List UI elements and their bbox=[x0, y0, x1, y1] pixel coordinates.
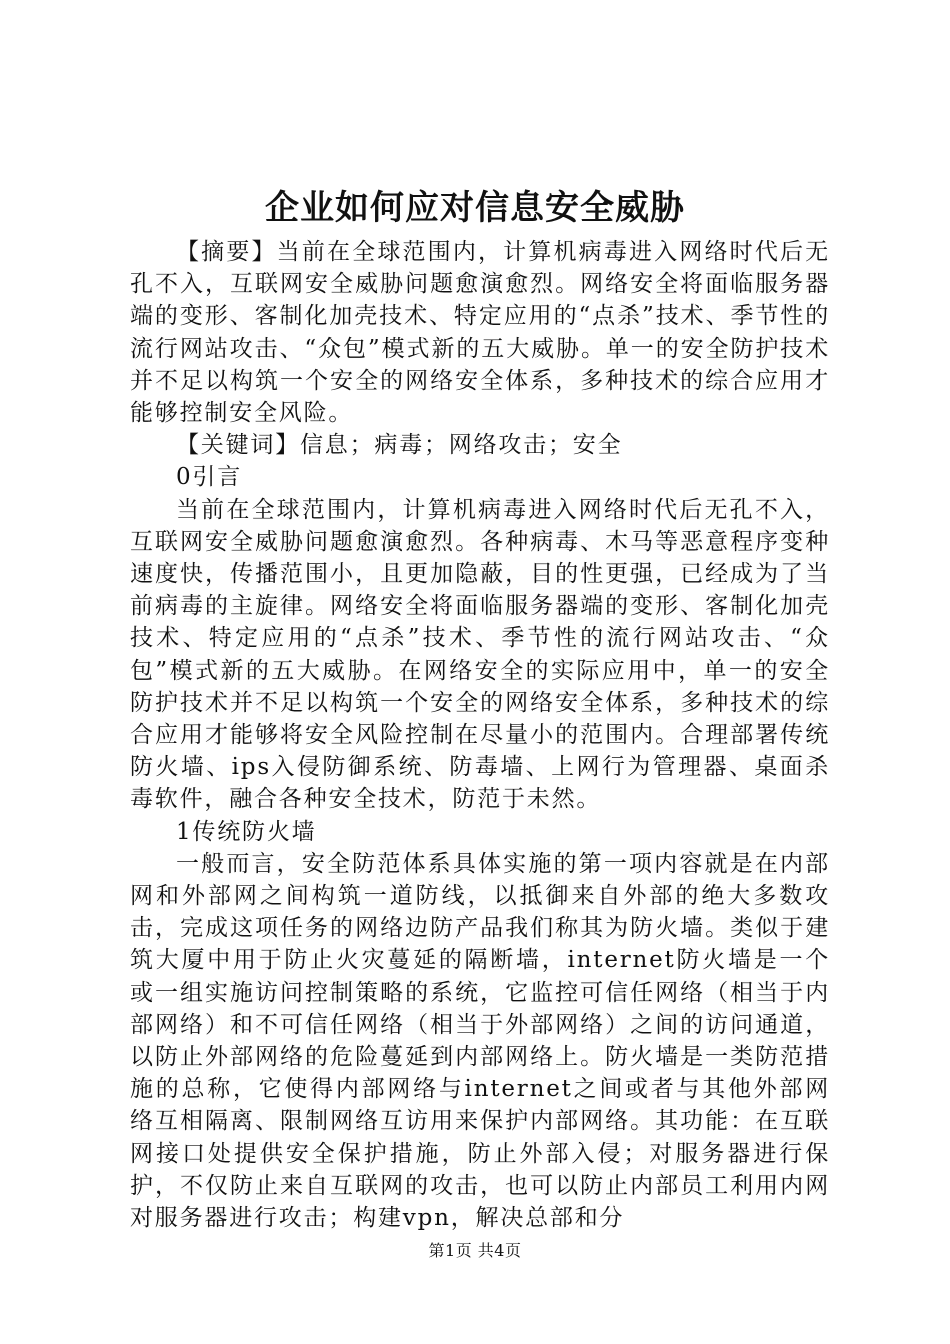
section-paragraph-introduction: 当前在全球范围内，计算机病毒进入网络时代后无孔不入，互联网安全威胁问题愈演愈烈。各种病毒、木马等恶意程序变种速度快，传播范围小，且更加隐蔽，目的性更强，已经成为了当前病毒的主旋律。网络安全将面临服务器端的变形、客制化加壳技术、特定应用的“点杀”技术、季节性的流行网站攻击、“众包”模式新的五大威胁。在网络安全的实际应用中，单一的安全防护技术并不足以构筑一个安全的网络安全体系，多种技术的综合应用才能够将安全风险控制在尽量小的范围内。合理部署传统防火墙、ips入侵防御系统、防毒墙、上网行为管理器、桌面杀毒软件，融合各种安全技术，防范于未然。 bbox=[130, 496, 830, 813]
document-title: 企业如何应对信息安全威胁 bbox=[265, 188, 685, 228]
section-heading-firewall: 1传统防火墙 bbox=[176, 818, 317, 845]
keywords-paragraph: 【关键词】信息；病毒；网络攻击；安全 bbox=[176, 432, 623, 459]
document-body bbox=[130, 236, 830, 1234]
page-footer: 第1页 共4页 bbox=[428, 1241, 522, 1260]
section-paragraph-firewall: 一般而言，安全防范体系具体实施的第一项内容就是在内部网和外部网之间构筑一道防线，以抵御来自外部的绝大多数攻击，完成这项任务的网络边防产品我们称其为防火墙。类似于建筑大厦中用于防止火灾蔓延的隔断墙，internet防火墙是一个或一组实施访问控制策略的系统，它监控可信任网络（相当于内部网络）和不可信任网络（相当于外部网络）之间的访问通道，以防止外部网络的危险蔓延到内部网络上。防火墙是一类防范措施的总称，它使得内部网络与internet之间或者与其他外部网络互相隔离、限制网络互访用来保护内部网络。其功能：在互联网接口处提供安全保护措施，防止外部入侵；对服务器进行保护，不仅防止来自互联网的攻击，也可以防止内部员工利用内网对服务器进行攻击；构建vpn，解决总部和分 bbox=[130, 850, 830, 1232]
section-heading-introduction: 0引言 bbox=[176, 464, 243, 491]
abstract-paragraph: 【摘要】当前在全球范围内，计算机病毒进入网络时代后无孔不入，互联网安全威胁问题愈演愈烈。网络安全将面临服务器端的变形、客制化加壳技术、特定应用的“点杀”技术、季节性的流行网站攻击、“众包”模式新的五大威胁。单一的安全防护技术并不足以构筑一个安全的网络安全体系，多种技术的综合应用才能够控制安全风险。 bbox=[130, 239, 830, 427]
